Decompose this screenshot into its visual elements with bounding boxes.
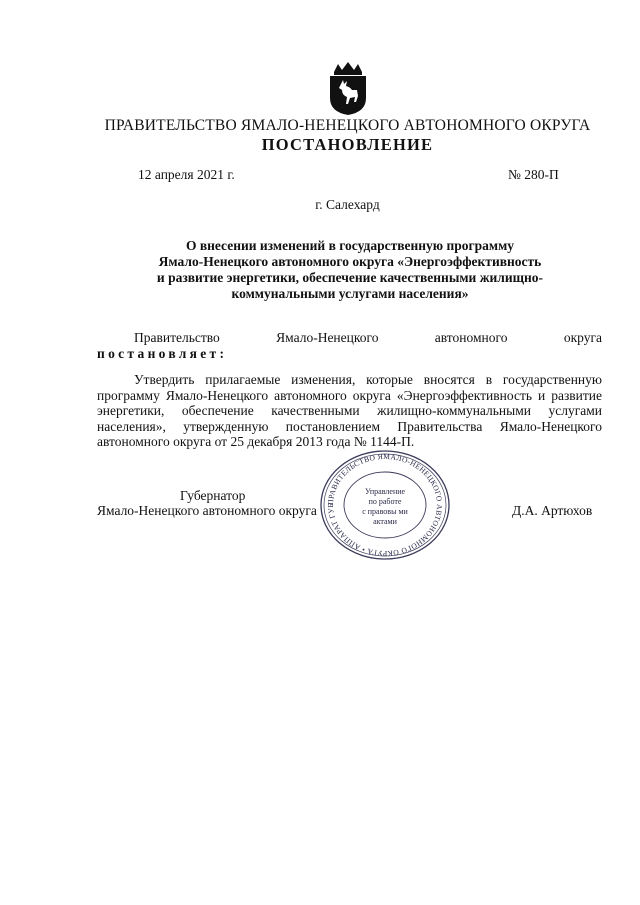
document-title-line: Ямало-Ненецкого автономного округа «Энергоэффективность <box>158 254 542 269</box>
document-type: ПОСТАНОВЛЕНИЕ <box>261 135 434 154</box>
signatory-organization: Ямало-Ненецкого автономного округа <box>97 503 317 518</box>
signatory-name: Д.А. Артюхов <box>512 503 593 518</box>
stamp-center-line: актами <box>373 517 397 526</box>
resolution-body: Утвердить прилагаемые изменения, которые вносятся в государственную программу Ямало-Ненецкого автономного округа «Энергоэффективность и развитие энергетики, обеспечение качественными жилищно-коммунальными услугами населения», утвержденную постановлением Правительства Ямало-Ненецкого автономного округа от 25 декабря 2013 года № 1144-П. <box>97 372 602 449</box>
document-number: № 280-П <box>508 167 559 182</box>
signatory-title: Губернатор <box>180 488 246 503</box>
preamble-line <box>97 330 602 346</box>
document-date: 12 апреля 2021 г. <box>138 167 235 182</box>
document-title-line: коммунальными услугами населения» <box>231 286 469 301</box>
official-stamp <box>318 450 452 560</box>
preamble-word: Правительство <box>134 330 220 345</box>
preamble-word: автономного <box>434 330 508 345</box>
stamp-ring-text: ПРАВИТЕЛЬСТВО ЯМАЛО-НЕНЕЦКОГО АВТОНОМНОГО ОКРУГА • АППАРАТ ГУБ <box>325 451 445 559</box>
resolves-word: постановляет: <box>97 346 228 361</box>
stamp-graphic <box>318 450 452 560</box>
coat-of-arms-emblem <box>326 60 370 116</box>
stamp-center-line: с правовы ми <box>362 507 408 516</box>
document-title-line: О внесении изменений в государственную программу <box>185 238 515 253</box>
government-name: ПРАВИТЕЛЬСТВО ЯМАЛО-НЕНЕЦКОГО АВТОНОМНОГО ОКРУГА <box>104 117 591 134</box>
preamble <box>97 330 602 362</box>
preamble-word: Ямало-Ненецкого <box>276 330 379 345</box>
document-city: г. Салехард <box>315 197 380 212</box>
document-title-line: и развитие энергетики, обеспечение качественными жилищно- <box>156 270 544 285</box>
document-title <box>110 238 590 302</box>
preamble-word: округа <box>563 330 602 345</box>
stamp-center-line: по работе <box>368 497 402 506</box>
stamp-center-line: Управление <box>364 487 406 496</box>
